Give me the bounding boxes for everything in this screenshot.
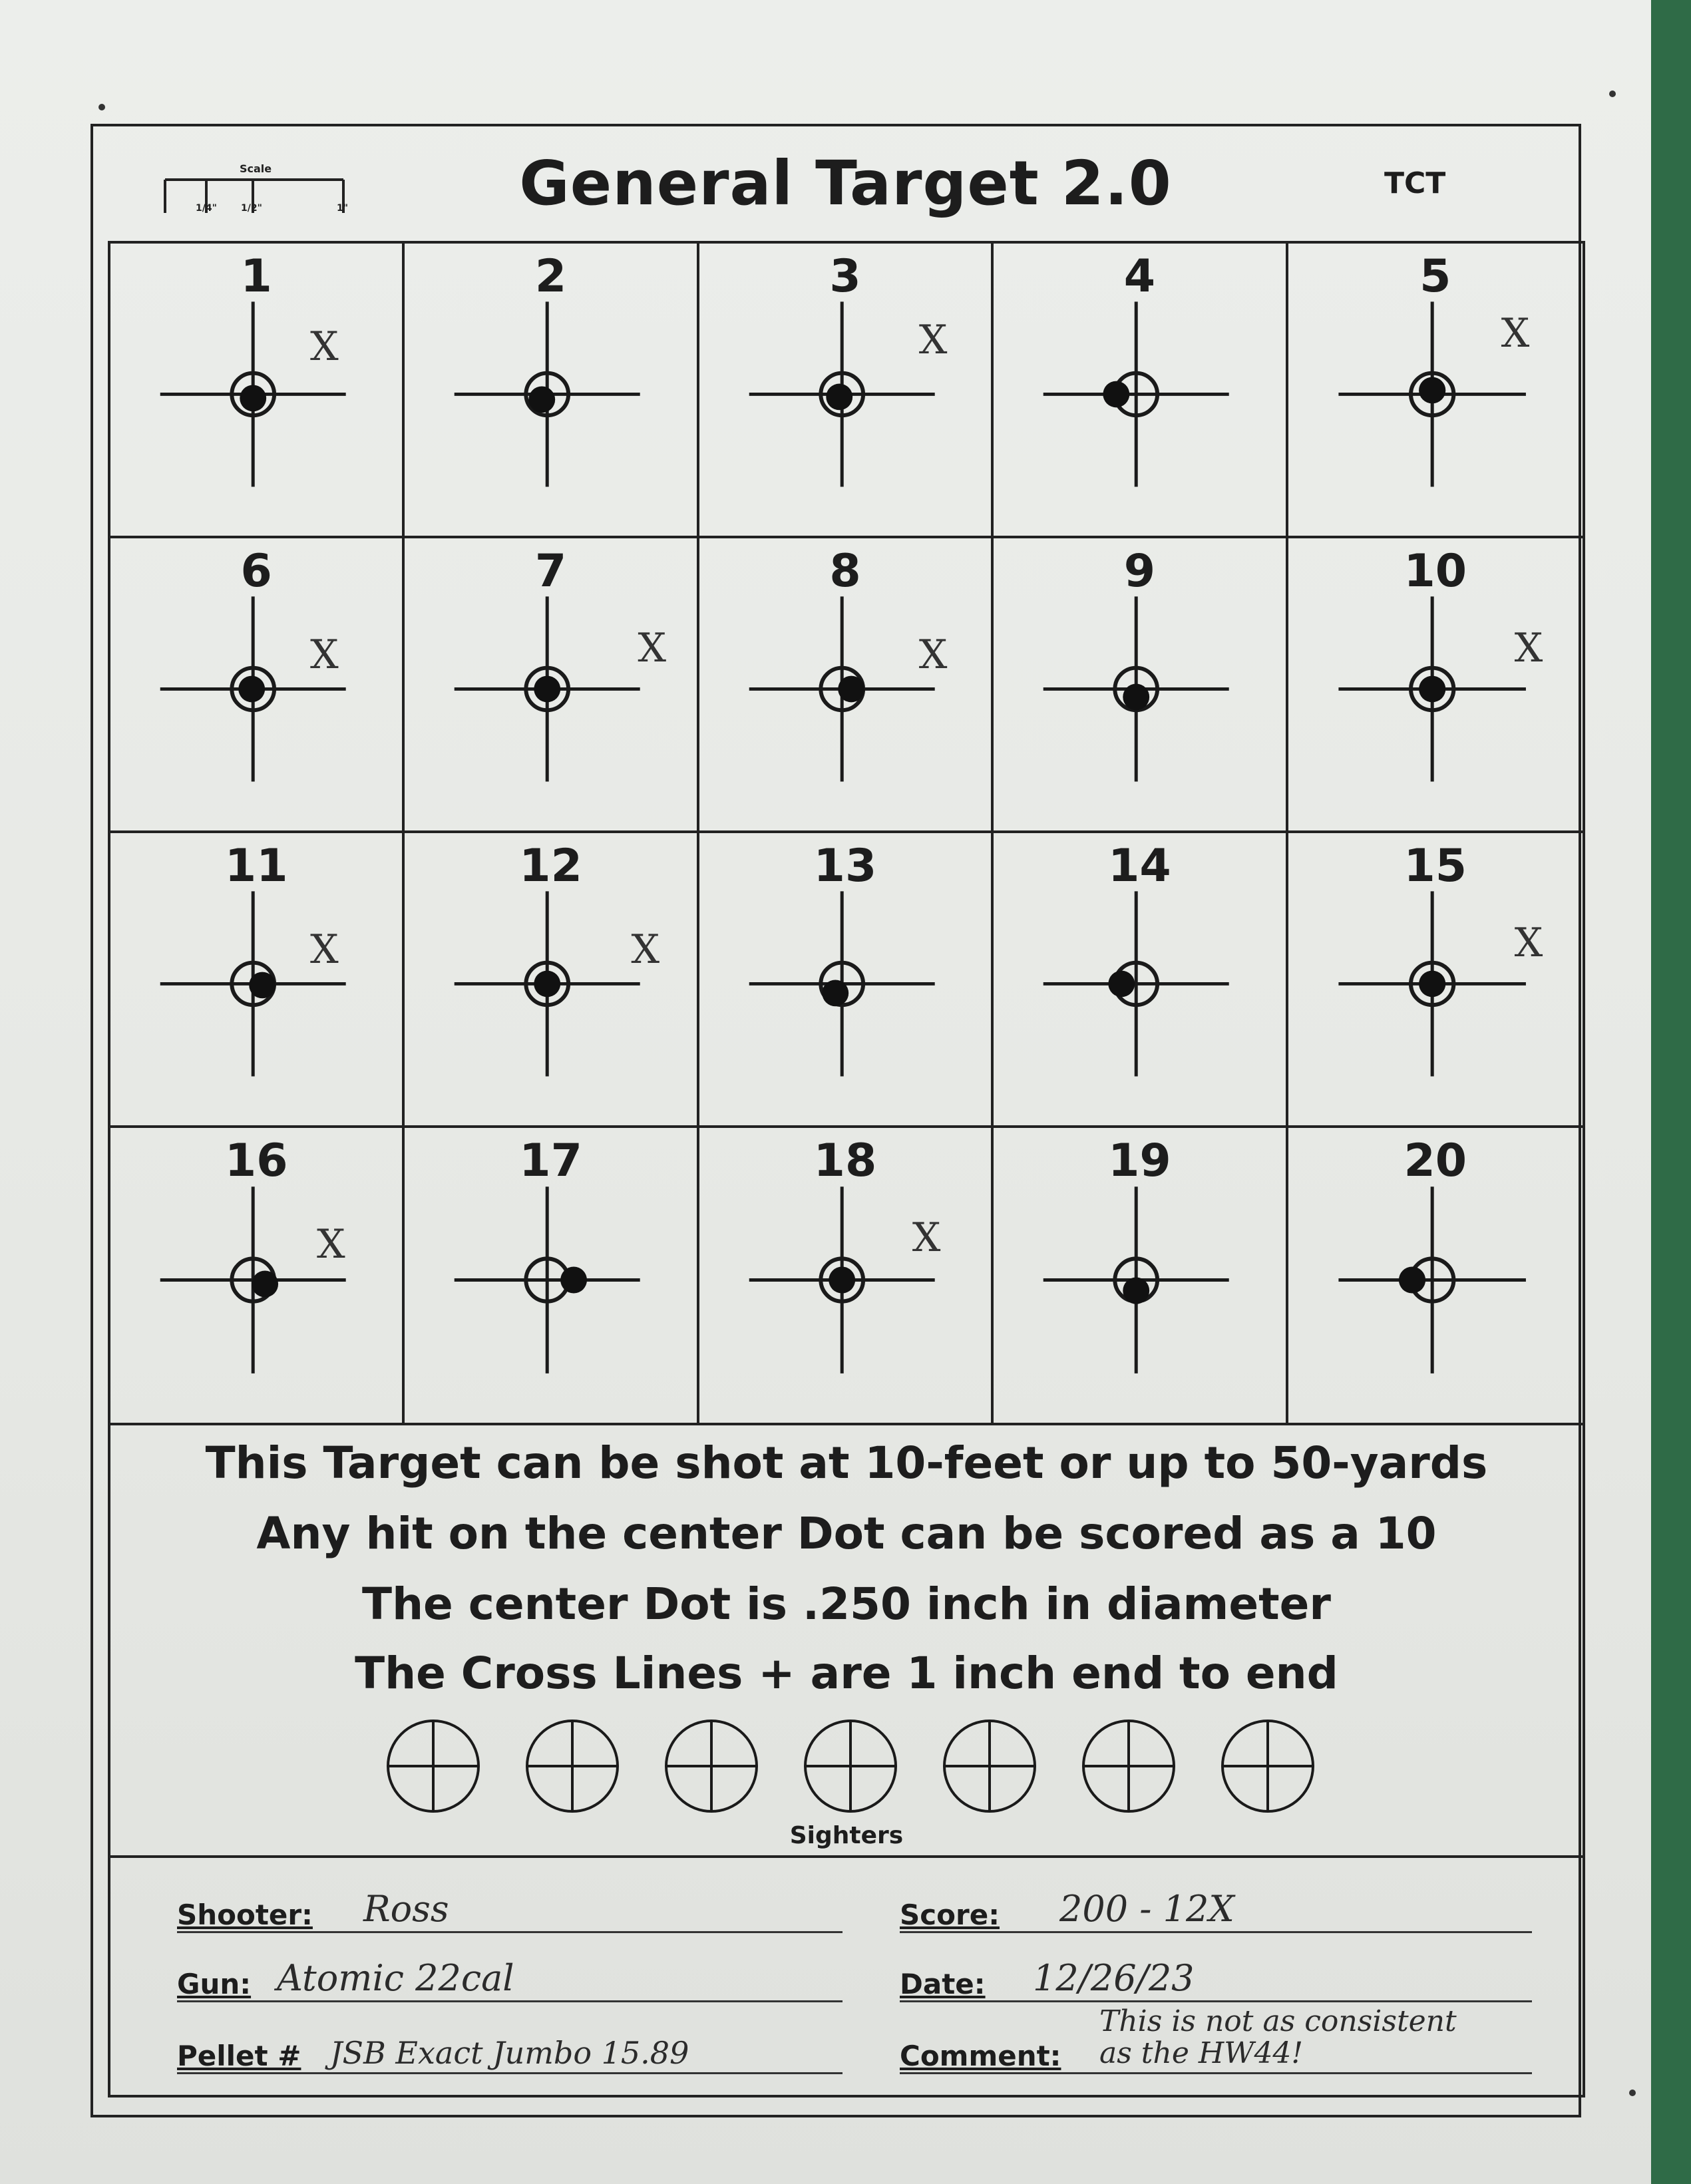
target-number: 11 <box>224 840 288 892</box>
rule-line: The center Dot is .250 inch in diameter <box>362 1578 1331 1630</box>
shooter-field <box>177 1871 843 1933</box>
crosshair-target <box>1288 538 1583 830</box>
target-cell <box>699 833 994 1128</box>
sighters-label: Sighters <box>789 1822 904 1849</box>
sighters-row <box>110 1718 1583 1818</box>
pellet-hole <box>1398 1266 1425 1293</box>
target-number: 2 <box>534 250 567 303</box>
pellet-hole <box>534 676 561 703</box>
rules-section <box>108 1425 1585 1858</box>
target-grid <box>108 241 1585 1425</box>
gun-label: Gun: <box>177 1968 252 2000</box>
target-cell <box>110 538 405 833</box>
pellet-hole <box>240 385 266 412</box>
target-number: 17 <box>519 1135 582 1187</box>
target-number: 10 <box>1404 545 1467 598</box>
x-mark: X <box>310 926 339 973</box>
crosshair-target <box>405 1128 696 1423</box>
pellet-hole <box>838 676 864 703</box>
paper-speck <box>1609 91 1616 97</box>
target-number: 7 <box>534 545 567 598</box>
comment-value-line1: This is not as consistent <box>1099 2004 1457 2038</box>
score-value: 200 - 12X <box>1059 1888 1234 1930</box>
crosshair-target <box>405 833 696 1125</box>
target-cell <box>699 538 994 833</box>
sighter-target <box>385 1718 481 1814</box>
target-cell <box>110 244 405 538</box>
rule-line: The Cross Lines + are 1 inch end to end <box>355 1648 1338 1699</box>
scale-tick-label: 1/2" <box>241 203 262 214</box>
target-cell <box>699 1128 994 1423</box>
target-cell <box>110 833 405 1128</box>
x-mark: X <box>310 632 339 678</box>
page-title: General Target 2.0 <box>519 148 1172 219</box>
shooter-label: Shooter: <box>177 1899 313 1931</box>
target-number: 1 <box>240 250 272 303</box>
sighter-target <box>524 1718 620 1814</box>
target-cell <box>1288 244 1583 538</box>
scale-tick-label: 1/4" <box>196 203 217 214</box>
paper-speck <box>98 104 105 110</box>
crosshair-target <box>1288 1128 1583 1423</box>
target-cell <box>110 1128 405 1423</box>
crosshair-target <box>405 244 696 536</box>
target-number: 12 <box>519 840 582 892</box>
pellet-hole <box>822 980 848 1006</box>
x-mark: X <box>918 317 948 363</box>
comment-label: Comment: <box>900 2040 1061 2072</box>
x-mark: X <box>1514 920 1543 966</box>
target-cell <box>994 833 1288 1128</box>
sighter-target <box>803 1718 898 1814</box>
target-number: 3 <box>829 250 861 303</box>
x-mark: X <box>912 1214 941 1261</box>
crosshair-target <box>994 538 1285 830</box>
comment-field <box>900 2004 1532 2074</box>
target-number: 16 <box>224 1135 288 1187</box>
crosshair-target <box>994 833 1285 1125</box>
pellet-hole <box>249 972 276 999</box>
target-number: 8 <box>829 545 861 598</box>
sighter-target <box>1081 1718 1177 1814</box>
target-number: 19 <box>1108 1135 1171 1187</box>
target-cell <box>1288 538 1583 833</box>
crosshair-target <box>405 538 696 830</box>
pellet-hole <box>1123 684 1149 711</box>
pellet-hole <box>529 387 556 413</box>
crosshair-target <box>1288 244 1583 536</box>
sighter-target <box>1220 1718 1316 1814</box>
crosshair-target <box>110 244 402 536</box>
x-mark: X <box>1501 310 1530 357</box>
gun-value: Atomic 22cal <box>277 1957 514 1999</box>
pellet-hole <box>238 676 265 703</box>
target-cell <box>405 833 699 1128</box>
target-cell <box>405 1128 699 1423</box>
pellet-hole <box>1419 971 1445 998</box>
pellet-hole <box>826 384 852 411</box>
crosshair-target <box>110 833 402 1125</box>
rule-line: Any hit on the center Dot can be scored as a 10 <box>256 1508 1437 1559</box>
shooter-info-form <box>108 1858 1585 2097</box>
pellet-hole <box>829 1266 855 1293</box>
target-cell <box>699 244 994 538</box>
pellet-hole <box>1123 1278 1149 1304</box>
x-mark: X <box>638 625 667 671</box>
x-mark: X <box>918 632 948 678</box>
date-label: Date: <box>900 1968 986 2000</box>
pellet-hole <box>561 1266 588 1293</box>
pellet-hole <box>1419 676 1445 703</box>
pellet-label: Pellet # <box>177 2040 301 2072</box>
crosshair-target <box>699 1128 991 1423</box>
rule-line: This Target can be shot at 10-feet or up to 50-yards <box>205 1437 1488 1489</box>
scale-tick-label: 1" <box>337 203 349 214</box>
crosshair-target <box>699 538 991 830</box>
score-field <box>900 1871 1532 1933</box>
target-number: 14 <box>1108 840 1171 892</box>
target-number: 15 <box>1404 840 1467 892</box>
x-mark: X <box>631 926 660 973</box>
crosshair-target <box>110 538 402 830</box>
crosshair-target <box>699 833 991 1125</box>
pellet-field <box>177 2012 843 2074</box>
crosshair-target <box>1288 833 1583 1125</box>
shooter-value: Ross <box>363 1888 449 1930</box>
pellet-hole <box>1109 971 1135 998</box>
target-cell <box>1288 833 1583 1128</box>
target-number: 9 <box>1123 545 1156 598</box>
x-mark: X <box>310 323 339 370</box>
target-cell <box>405 538 699 833</box>
target-cell <box>994 244 1288 538</box>
date-field <box>900 1940 1532 2002</box>
target-number: 4 <box>1123 250 1156 303</box>
target-number: 6 <box>240 545 272 598</box>
pellet-hole <box>252 1270 278 1297</box>
scale-label: Scale <box>240 162 272 175</box>
sighter-target <box>663 1718 759 1814</box>
brand-label: TCT <box>1384 166 1446 200</box>
target-number: 18 <box>813 1135 877 1187</box>
crosshair-target <box>699 244 991 536</box>
paper-speck <box>1629 2090 1636 2096</box>
target-number: 13 <box>813 840 877 892</box>
green-background <box>1651 0 1691 2184</box>
target-cell <box>994 1128 1288 1423</box>
x-mark: X <box>317 1221 345 1268</box>
pellet-hole <box>534 971 561 998</box>
score-label: Score: <box>900 1899 1000 1931</box>
crosshair-target <box>110 1128 402 1423</box>
sighter-target <box>942 1718 1037 1814</box>
target-cell <box>405 244 699 538</box>
target-cell <box>1288 1128 1583 1423</box>
crosshair-target <box>994 1128 1285 1423</box>
pellet-hole <box>1419 377 1445 404</box>
pellet-value: JSB Exact Jumbo 15.89 <box>330 2035 689 2071</box>
crosshair-target <box>994 244 1285 536</box>
x-mark: X <box>1514 625 1543 671</box>
date-value: 12/26/23 <box>1033 1957 1195 1999</box>
target-cell <box>994 538 1288 833</box>
pellet-hole <box>1103 381 1130 408</box>
gun-field <box>177 1940 843 2002</box>
comment-value-line2: as the HW44! <box>1099 2036 1304 2070</box>
target-number: 20 <box>1404 1135 1467 1187</box>
target-number: 5 <box>1419 250 1451 303</box>
